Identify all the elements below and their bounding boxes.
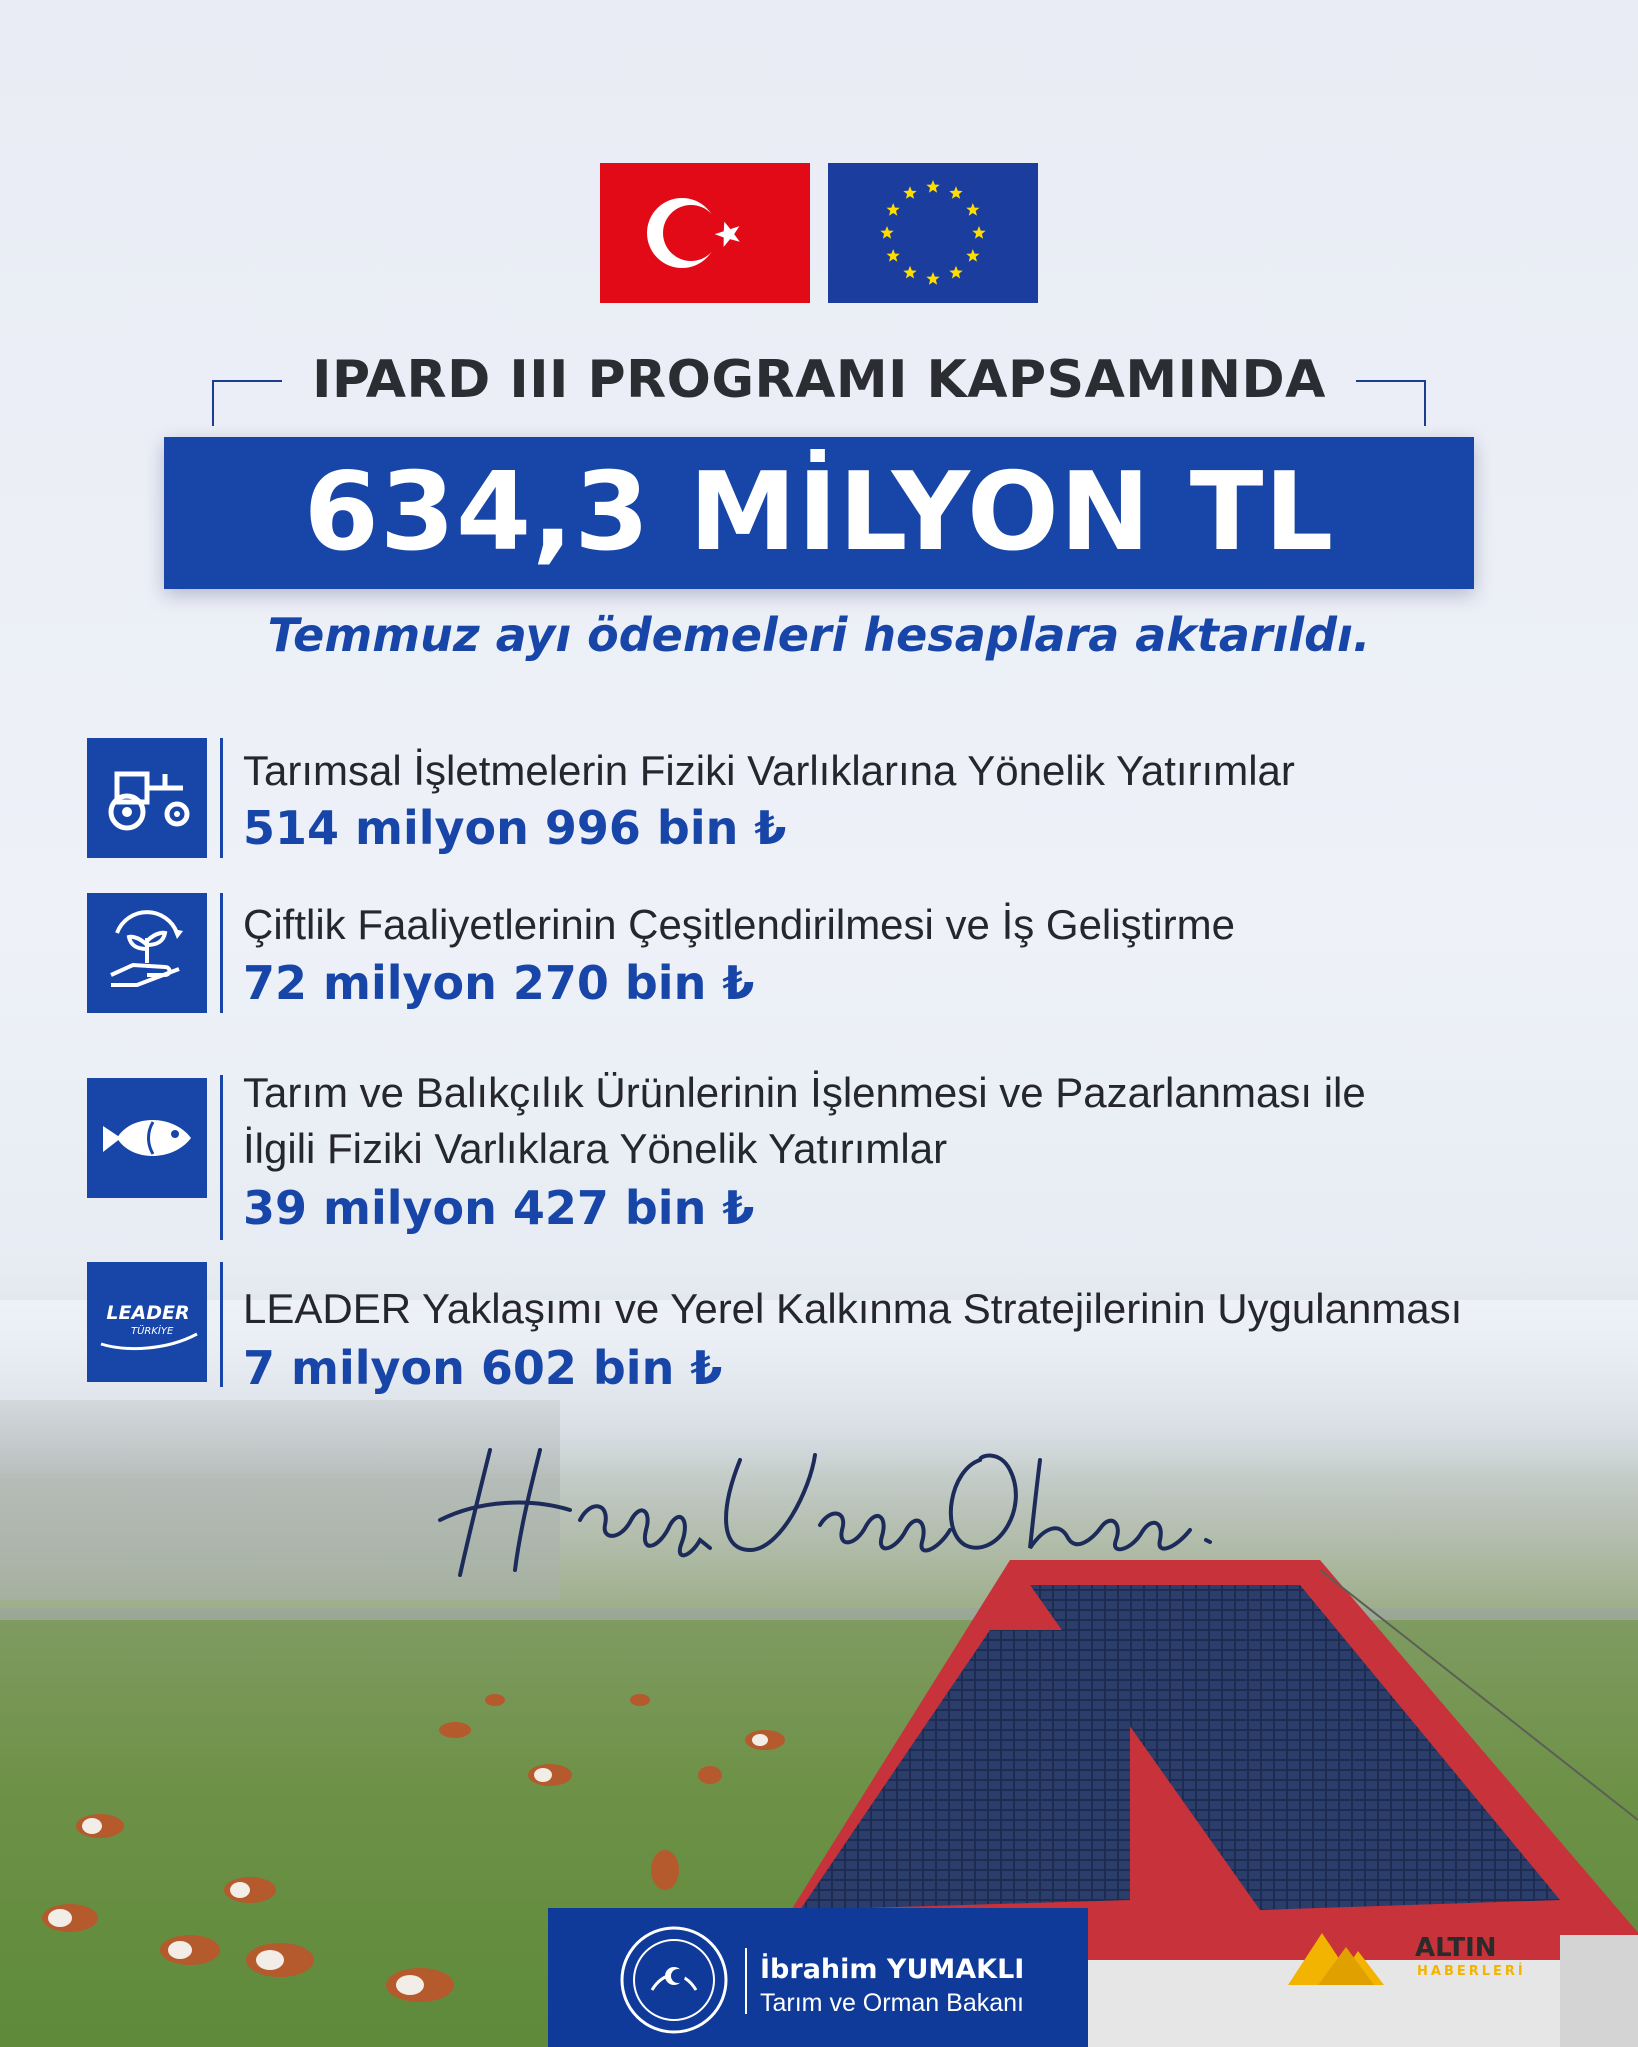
eu-star <box>972 226 985 239</box>
item-divider-2 <box>220 893 223 1013</box>
crescent-star-icon <box>600 163 810 303</box>
brand-name: ALTIN <box>1415 1933 1497 1963</box>
leader-swoosh-icon <box>87 1262 207 1382</box>
footer-divider <box>745 1948 747 2014</box>
eu-star <box>926 180 939 193</box>
item-title-3-line-2: İlgili Fiziki Varlıklara Yönelik Yatırımlar <box>243 1125 948 1172</box>
payment-subtitle: Temmuz ayı ödemeleri hesaplara aktarıldı. <box>267 608 1371 662</box>
eu-star <box>880 226 893 239</box>
leader-logo-sub: TÜRKİYE <box>131 1326 174 1337</box>
item-title-4: LEADER Yaklaşımı ve Yerel Kalkınma Stratejilerinin Uygulanması <box>243 1285 1463 1332</box>
item-divider-4 <box>220 1262 223 1387</box>
eu-star <box>903 266 916 279</box>
eu-star <box>949 266 962 279</box>
eu-star <box>887 203 900 216</box>
eu-star <box>926 272 939 285</box>
minister-title: Tarım ve Orman Bakanı <box>760 1989 1024 2017</box>
fish-icon <box>87 1078 207 1198</box>
minister-name: İbrahim YUMAKLI <box>760 1954 1025 1985</box>
signature-handwriting <box>420 1430 1240 1580</box>
hand-plant-icon <box>87 893 207 1013</box>
eu-flag <box>828 163 1038 303</box>
heading-frame-left <box>212 380 282 426</box>
eu-stars-icon <box>828 163 1038 303</box>
program-heading: IPARD III PROGRAMI KAPSAMINDA <box>312 350 1326 410</box>
item-title-3-line-1: Tarım ve Balıkçılık Ürünlerinin İşlenmesi ve Pazarlanması ile <box>243 1069 1366 1116</box>
item-value-2: 72 milyon 270 bin ₺ <box>243 956 755 1010</box>
item-icon-box-1 <box>87 738 207 858</box>
item-icon-box-4 <box>87 1262 207 1382</box>
heading-frame-right <box>1356 380 1426 426</box>
item-title-1: Tarımsal İşletmelerin Fiziki Varlıklarına Yönelik Yatırımlar <box>243 747 1295 794</box>
item-icon-box-2 <box>87 893 207 1013</box>
brand-subtitle: HABERLERİ <box>1417 1964 1526 1979</box>
leader-logo-icon <box>87 1262 207 1382</box>
item-divider-1 <box>220 738 223 858</box>
altin-logo-icon <box>1288 1925 1410 1985</box>
eu-star <box>949 186 962 199</box>
leader-logo-text: LEADER <box>106 1302 190 1324</box>
item-icon-box-3 <box>87 1078 207 1198</box>
item-divider-3 <box>220 1075 223 1240</box>
total-amount: 634,3 MİLYON TL <box>303 450 1335 575</box>
eu-star <box>903 186 916 199</box>
item-value-1: 514 milyon 996 bin ₺ <box>243 801 787 855</box>
ministry-seal-icon <box>612 1920 736 2038</box>
tractor-icon <box>87 738 207 858</box>
eu-star <box>887 249 900 262</box>
item-value-4: 7 milyon 602 bin ₺ <box>243 1341 723 1395</box>
item-value-3: 39 milyon 427 bin ₺ <box>243 1181 755 1235</box>
eu-star <box>966 203 979 216</box>
item-title-2: Çiftlik Faaliyetlerinin Çeşitlendirilmesi ve İş Geliştirme <box>243 901 1235 948</box>
turkey-flag <box>600 163 810 303</box>
eu-star <box>966 249 979 262</box>
